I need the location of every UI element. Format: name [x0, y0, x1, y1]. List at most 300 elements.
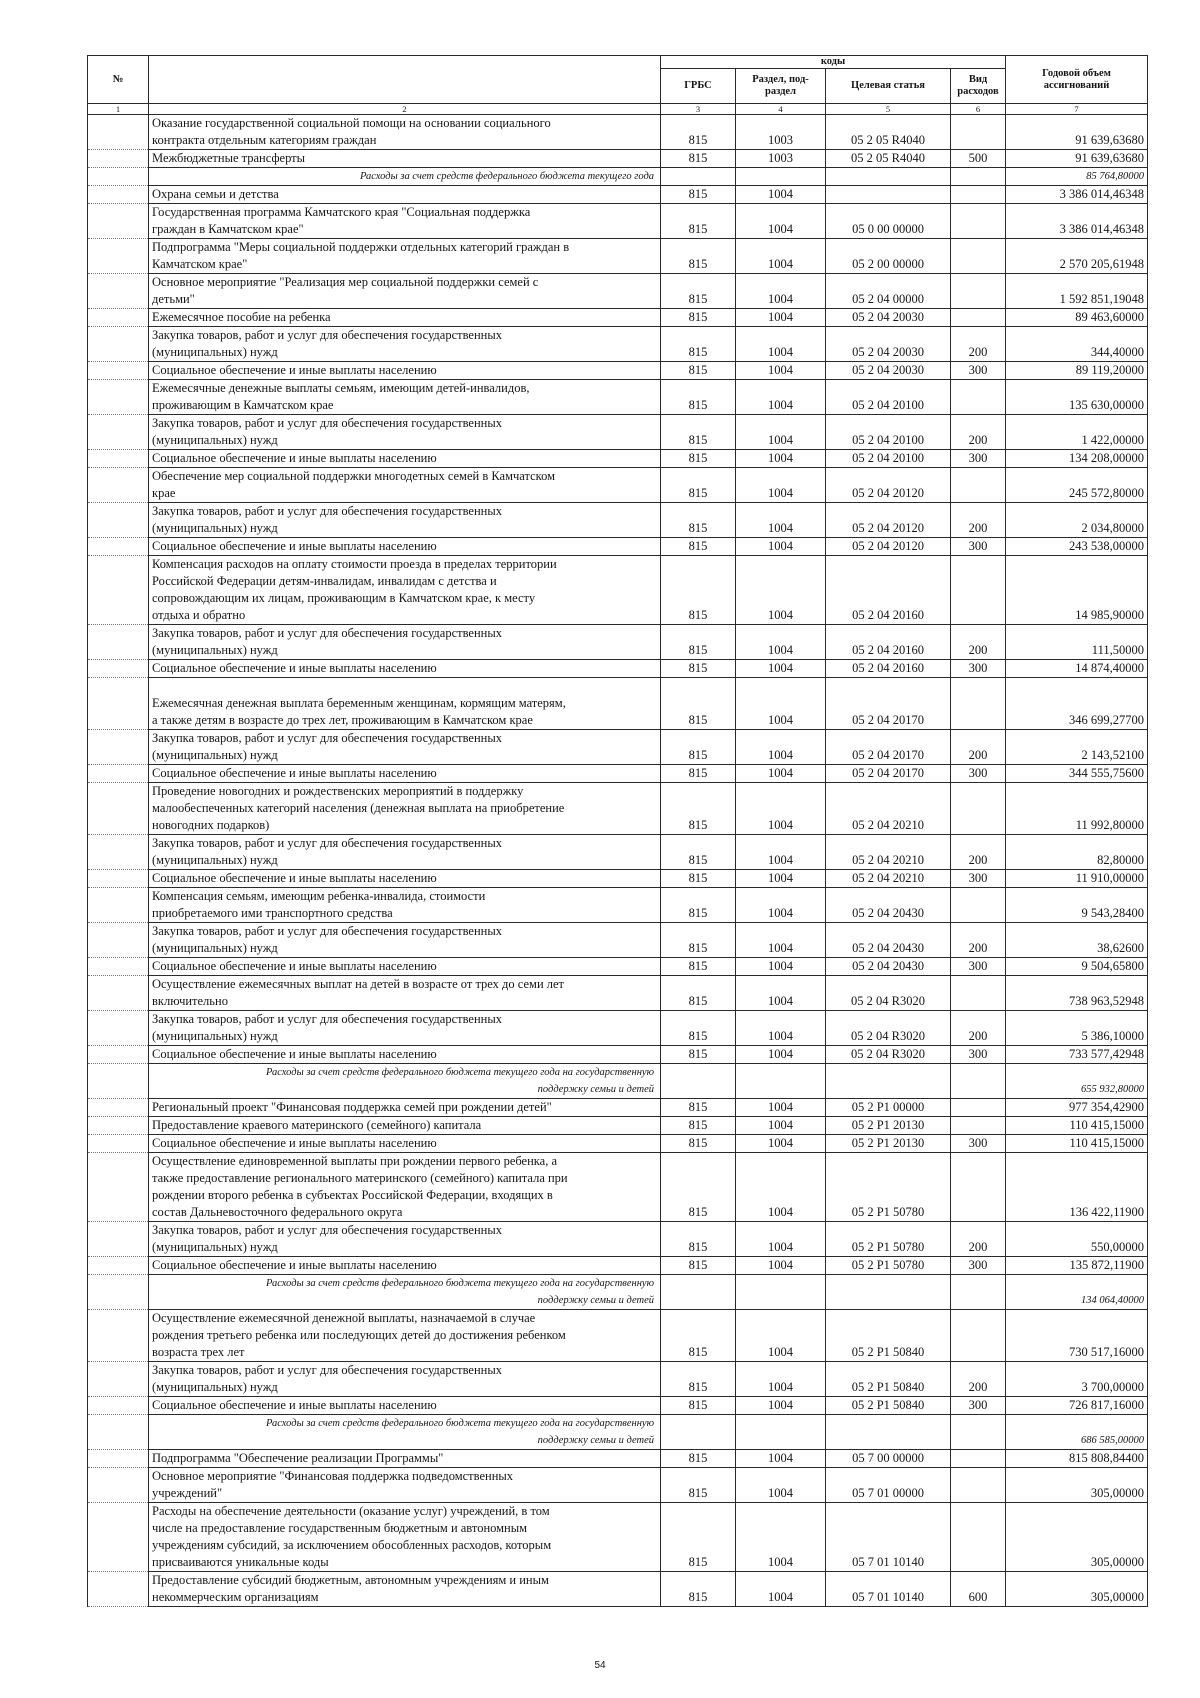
row-amount: 738 963,52948	[1006, 976, 1148, 1011]
row-number-cell	[88, 625, 149, 660]
row-grbs: 815	[661, 239, 736, 274]
row-amount: 5 386,10000	[1006, 1011, 1148, 1046]
table-row	[88, 538, 1148, 556]
row-expense-type: 200	[951, 327, 1006, 362]
row-section: 1004	[736, 1257, 826, 1275]
row-expense-type: 200	[951, 835, 1006, 870]
row-amount: 3 700,00000	[1006, 1362, 1148, 1397]
row-expense-type: 300	[951, 660, 1006, 678]
row-description: Расходы за счет средств федерального бюджета текущего года на государственную поддержку семьи и детей	[149, 1275, 661, 1310]
row-description: Социальное обеспечение и иные выплаты населению	[149, 1135, 661, 1153]
row-number-cell	[88, 1450, 149, 1468]
table-row	[88, 362, 1148, 380]
table-row	[88, 1257, 1148, 1275]
row-description: Закупка товаров, работ и услуг для обеспечения государственных (муниципальных) нужд	[149, 1011, 661, 1046]
row-amount: 2 034,80000	[1006, 503, 1148, 538]
row-description: Социальное обеспечение и иные выплаты населению	[149, 362, 661, 380]
row-section: 1003	[736, 150, 826, 168]
table-row	[88, 327, 1148, 362]
row-grbs: 815	[661, 1397, 736, 1415]
row-amount: 91 639,63680	[1006, 115, 1148, 150]
row-description: Социальное обеспечение и иные выплаты населению	[149, 1257, 661, 1275]
row-amount: 134 208,00000	[1006, 450, 1148, 468]
row-amount: 815 808,84400	[1006, 1450, 1148, 1468]
row-grbs: 815	[661, 1011, 736, 1046]
row-number-cell	[88, 923, 149, 958]
row-description: Социальное обеспечение и иные выплаты населению	[149, 765, 661, 783]
table-row	[88, 150, 1148, 168]
row-target-item: 05 2 P1 00000	[826, 1099, 951, 1117]
row-expense-type: 300	[951, 362, 1006, 380]
row-grbs: 815	[661, 625, 736, 660]
row-amount: 655 932,80000	[1006, 1064, 1148, 1099]
row-amount: 243 538,00000	[1006, 538, 1148, 556]
row-target-item: 05 7 01 10140	[826, 1503, 951, 1572]
row-description: Ежемесячные денежные выплаты семьям, имеющим детей-инвалидов, проживающим в Камчатском крае	[149, 380, 661, 415]
row-amount: 14 985,90000	[1006, 556, 1148, 625]
row-description: Социальное обеспечение и иные выплаты населению	[149, 660, 661, 678]
row-description: Основное мероприятие "Реализация мер социальной поддержки семей с детьми"	[149, 274, 661, 309]
row-section	[736, 1415, 826, 1450]
table-row	[88, 1222, 1148, 1257]
row-description: Подпрограмма "Обеспечение реализации Программы"	[149, 1450, 661, 1468]
row-amount: 9 504,65800	[1006, 958, 1148, 976]
row-expense-type	[951, 976, 1006, 1011]
row-section	[736, 168, 826, 186]
row-expense-type: 200	[951, 415, 1006, 450]
column-number: 1	[88, 104, 149, 115]
row-grbs: 815	[661, 1362, 736, 1397]
row-number-cell	[88, 660, 149, 678]
row-amount: 89 463,60000	[1006, 309, 1148, 327]
row-grbs	[661, 1064, 736, 1099]
table-row	[88, 380, 1148, 415]
table-row	[88, 274, 1148, 309]
row-number-cell	[88, 204, 149, 239]
row-grbs: 815	[661, 503, 736, 538]
row-section: 1003	[736, 115, 826, 150]
row-grbs: 815	[661, 327, 736, 362]
row-section: 1004	[736, 1222, 826, 1257]
row-amount: 89 119,20000	[1006, 362, 1148, 380]
row-target-item: 05 2 04 20030	[826, 309, 951, 327]
row-expense-type: 200	[951, 1222, 1006, 1257]
row-section: 1004	[736, 538, 826, 556]
row-target-item: 05 2 P1 50840	[826, 1397, 951, 1415]
row-description: Закупка товаров, работ и услуг для обеспечения государственных (муниципальных) нужд	[149, 923, 661, 958]
federal-funds-row	[88, 1415, 1148, 1450]
row-description: Расходы за счет средств федерального бюджета текущего года	[149, 168, 661, 186]
row-number-cell	[88, 415, 149, 450]
row-expense-type	[951, 468, 1006, 503]
row-expense-type: 500	[951, 150, 1006, 168]
row-grbs: 815	[661, 556, 736, 625]
row-amount: 1 422,00000	[1006, 415, 1148, 450]
row-section: 1004	[736, 1397, 826, 1415]
row-target-item: 05 2 04 R3020	[826, 976, 951, 1011]
row-number-cell	[88, 1362, 149, 1397]
row-description: Осуществление ежемесячной денежной выплаты, назначаемой в случае рождения третьего ребенка или последующих детей до достижения ребенком возраста трех лет	[149, 1310, 661, 1362]
table-row	[88, 1572, 1148, 1607]
row-number-cell	[88, 1468, 149, 1503]
column-numbers-row	[88, 104, 1148, 115]
row-amount: 11 992,80000	[1006, 783, 1148, 835]
table-row	[88, 1117, 1148, 1135]
header-target-item: Целевая статья	[826, 69, 951, 104]
row-number-cell	[88, 1572, 149, 1607]
row-description: Социальное обеспечение и иные выплаты населению	[149, 538, 661, 556]
row-expense-type	[951, 204, 1006, 239]
row-target-item: 05 2 05 R4040	[826, 115, 951, 150]
row-description: Закупка товаров, работ и услуг для обеспечения государственных (муниципальных) нужд	[149, 1222, 661, 1257]
table-row	[88, 976, 1148, 1011]
row-number-cell	[88, 958, 149, 976]
row-expense-type: 200	[951, 730, 1006, 765]
row-grbs: 815	[661, 660, 736, 678]
row-number-cell	[88, 730, 149, 765]
row-grbs: 815	[661, 186, 736, 204]
row-amount: 305,00000	[1006, 1468, 1148, 1503]
row-expense-type: 200	[951, 923, 1006, 958]
row-target-item: 05 2 04 R3020	[826, 1011, 951, 1046]
row-number-cell	[88, 1099, 149, 1117]
row-section: 1004	[736, 730, 826, 765]
table-row	[88, 660, 1148, 678]
table-row	[88, 1099, 1148, 1117]
header-number: №	[88, 56, 149, 104]
row-section: 1004	[736, 1572, 826, 1607]
row-grbs: 815	[661, 888, 736, 923]
row-grbs: 815	[661, 1153, 736, 1222]
row-target-item: 05 2 04 00000	[826, 274, 951, 309]
row-grbs	[661, 168, 736, 186]
table-row	[88, 1450, 1148, 1468]
table-row	[88, 415, 1148, 450]
row-grbs: 815	[661, 380, 736, 415]
row-target-item: 05 2 04 20430	[826, 923, 951, 958]
row-number-cell	[88, 1153, 149, 1222]
table-row	[88, 556, 1148, 625]
row-section	[736, 1064, 826, 1099]
row-expense-type	[951, 1468, 1006, 1503]
row-expense-type	[951, 1064, 1006, 1099]
row-grbs: 815	[661, 538, 736, 556]
row-amount: 686 585,00000	[1006, 1415, 1148, 1450]
table-row	[88, 958, 1148, 976]
row-expense-type	[951, 168, 1006, 186]
row-description: Расходы за счет средств федерального бюджета текущего года на государственную поддержку семьи и детей	[149, 1415, 661, 1450]
row-number-cell	[88, 556, 149, 625]
row-amount: 245 572,80000	[1006, 468, 1148, 503]
row-number-cell	[88, 1310, 149, 1362]
row-section: 1004	[736, 1503, 826, 1572]
row-target-item: 05 2 04 20210	[826, 835, 951, 870]
row-amount: 9 543,28400	[1006, 888, 1148, 923]
row-target-item: 05 2 04 20170	[826, 730, 951, 765]
row-expense-type	[951, 1153, 1006, 1222]
federal-funds-row	[88, 1275, 1148, 1310]
row-number-cell	[88, 168, 149, 186]
row-section: 1004	[736, 765, 826, 783]
row-description: Закупка товаров, работ и услуг для обеспечения государственных (муниципальных) нужд	[149, 327, 661, 362]
row-expense-type	[951, 309, 1006, 327]
federal-funds-row	[88, 168, 1148, 186]
row-section: 1004	[736, 1468, 826, 1503]
row-description: Охрана семьи и детства	[149, 186, 661, 204]
table-row	[88, 1046, 1148, 1064]
column-number: 6	[951, 104, 1006, 115]
header-grbs: ГРБС	[661, 69, 736, 104]
row-grbs: 815	[661, 274, 736, 309]
row-grbs: 815	[661, 150, 736, 168]
row-expense-type	[951, 888, 1006, 923]
row-amount: 82,80000	[1006, 835, 1148, 870]
row-amount: 3 386 014,46348	[1006, 204, 1148, 239]
row-amount: 305,00000	[1006, 1503, 1148, 1572]
row-grbs: 815	[661, 468, 736, 503]
row-amount: 2 143,52100	[1006, 730, 1148, 765]
table-row	[88, 1397, 1148, 1415]
row-target-item: 05 2 04 20160	[826, 556, 951, 625]
table-row	[88, 1135, 1148, 1153]
row-expense-type	[951, 274, 1006, 309]
row-number-cell	[88, 380, 149, 415]
row-grbs	[661, 1275, 736, 1310]
row-number-cell	[88, 1011, 149, 1046]
row-expense-type: 300	[951, 538, 1006, 556]
row-number-cell	[88, 274, 149, 309]
table-row	[88, 835, 1148, 870]
row-expense-type	[951, 1117, 1006, 1135]
row-section: 1004	[736, 1362, 826, 1397]
row-grbs: 815	[661, 1310, 736, 1362]
row-number-cell	[88, 538, 149, 556]
row-target-item: 05 2 04 20430	[826, 888, 951, 923]
table-row	[88, 1153, 1148, 1222]
page-number: 54	[594, 1660, 606, 1671]
row-grbs: 815	[661, 450, 736, 468]
row-section: 1004	[736, 309, 826, 327]
row-target-item: 05 2 04 20210	[826, 783, 951, 835]
row-target-item: 05 2 04 20160	[826, 660, 951, 678]
table-row	[88, 1468, 1148, 1503]
row-target-item: 05 2 P1 50780	[826, 1222, 951, 1257]
row-expense-type: 600	[951, 1572, 1006, 1607]
table-row	[88, 1503, 1148, 1572]
row-grbs: 815	[661, 415, 736, 450]
row-description: Межбюджетные трансферты	[149, 150, 661, 168]
row-target-item: 05 2 04 20430	[826, 958, 951, 976]
header-section: Раздел, под- раздел	[736, 69, 826, 104]
row-amount: 14 874,40000	[1006, 660, 1148, 678]
row-description: Закупка товаров, работ и услуг для обеспечения государственных (муниципальных) нужд	[149, 730, 661, 765]
row-amount: 38,62600	[1006, 923, 1148, 958]
row-target-item: 05 2 P1 20130	[826, 1135, 951, 1153]
table-row	[88, 239, 1148, 274]
row-amount: 550,00000	[1006, 1222, 1148, 1257]
row-grbs: 815	[661, 1572, 736, 1607]
row-number-cell	[88, 976, 149, 1011]
table-row	[88, 1011, 1148, 1046]
row-section: 1004	[736, 1450, 826, 1468]
row-amount: 136 422,11900	[1006, 1153, 1148, 1222]
row-expense-type: 300	[951, 765, 1006, 783]
row-number-cell	[88, 835, 149, 870]
row-description: Ежемесячная денежная выплата беременным женщинам, кормящим матерям, а также детям в возрасте до трех лет, проживающим в Камчатском крае	[149, 678, 661, 730]
row-number-cell	[88, 468, 149, 503]
table-row	[88, 888, 1148, 923]
row-section: 1004	[736, 468, 826, 503]
row-description: Проведение новогодних и рождественских мероприятий в поддержку малообеспеченных категорий населения (денежная выплата на приобретение новогодних подарков)	[149, 783, 661, 835]
row-number-cell	[88, 115, 149, 150]
row-target-item: 05 2 P1 20130	[826, 1117, 951, 1135]
row-target-item: 05 2 04 20100	[826, 380, 951, 415]
column-number: 3	[661, 104, 736, 115]
row-expense-type	[951, 380, 1006, 415]
row-number-cell	[88, 1415, 149, 1450]
column-number: 4	[736, 104, 826, 115]
row-target-item: 05 2 04 20100	[826, 450, 951, 468]
row-number-cell	[88, 888, 149, 923]
row-section: 1004	[736, 923, 826, 958]
table-row	[88, 115, 1148, 150]
row-amount: 344 555,75600	[1006, 765, 1148, 783]
row-target-item: 05 2 04 20170	[826, 765, 951, 783]
row-number-cell	[88, 870, 149, 888]
row-target-item	[826, 1415, 951, 1450]
table-row	[88, 204, 1148, 239]
row-number-cell	[88, 239, 149, 274]
row-description: Ежемесячное пособие на ребенка	[149, 309, 661, 327]
row-expense-type	[951, 556, 1006, 625]
row-section: 1004	[736, 1011, 826, 1046]
row-amount: 134 064,40000	[1006, 1275, 1148, 1310]
row-description: Расходы на обеспечение деятельности (оказание услуг) учреждений, в том числе на предоставление государственным бюджетным и автономным учреждениям субсидий, за исключением обособленных расходов, которым присваиваются уникальные коды	[149, 1503, 661, 1572]
row-amount: 733 577,42948	[1006, 1046, 1148, 1064]
row-description: Обеспечение мер социальной поддержки многодетных семей в Камчатском крае	[149, 468, 661, 503]
table-row	[88, 625, 1148, 660]
row-section: 1004	[736, 958, 826, 976]
row-target-item: 05 2 04 R3020	[826, 1046, 951, 1064]
row-target-item: 05 2 04 20120	[826, 538, 951, 556]
row-section: 1004	[736, 204, 826, 239]
row-expense-type: 200	[951, 1362, 1006, 1397]
row-number-cell	[88, 327, 149, 362]
row-grbs	[661, 1415, 736, 1450]
header-codes: коды	[661, 56, 1006, 69]
table-row	[88, 730, 1148, 765]
table-row	[88, 309, 1148, 327]
table-row	[88, 468, 1148, 503]
row-description: Государственная программа Камчатского края "Социальная поддержка граждан в Камчатском крае"	[149, 204, 661, 239]
row-target-item: 05 7 00 00000	[826, 1450, 951, 1468]
row-target-item: 05 2 P1 50780	[826, 1257, 951, 1275]
row-number-cell	[88, 450, 149, 468]
row-target-item: 05 2 P1 50840	[826, 1362, 951, 1397]
row-description: Подпрограмма "Меры социальной поддержки отдельных категорий граждан в Камчатском крае"	[149, 239, 661, 274]
table-row	[88, 450, 1148, 468]
table-header	[88, 56, 1148, 115]
row-expense-type	[951, 1415, 1006, 1450]
row-target-item: 05 2 04 20210	[826, 870, 951, 888]
row-expense-type	[951, 1275, 1006, 1310]
row-target-item	[826, 1064, 951, 1099]
row-section: 1004	[736, 362, 826, 380]
row-description: Региональный проект "Финансовая поддержка семей при рождении детей"	[149, 1099, 661, 1117]
table-row	[88, 870, 1148, 888]
row-grbs: 815	[661, 1099, 736, 1117]
row-amount: 1 592 851,19048	[1006, 274, 1148, 309]
row-target-item: 05 2 04 20160	[826, 625, 951, 660]
row-grbs: 815	[661, 783, 736, 835]
row-grbs: 815	[661, 1135, 736, 1153]
row-grbs: 815	[661, 204, 736, 239]
row-grbs: 815	[661, 115, 736, 150]
row-number-cell	[88, 309, 149, 327]
row-amount: 305,00000	[1006, 1572, 1148, 1607]
row-number-cell	[88, 1064, 149, 1099]
table-row	[88, 765, 1148, 783]
row-description: Закупка товаров, работ и услуг для обеспечения государственных (муниципальных) нужд	[149, 503, 661, 538]
row-expense-type	[951, 1503, 1006, 1572]
row-grbs: 815	[661, 923, 736, 958]
row-target-item: 05 7 01 00000	[826, 1468, 951, 1503]
row-amount: 135 872,11900	[1006, 1257, 1148, 1275]
row-section: 1004	[736, 1046, 826, 1064]
row-grbs: 815	[661, 765, 736, 783]
table-row	[88, 1362, 1148, 1397]
row-grbs: 815	[661, 1046, 736, 1064]
row-target-item	[826, 168, 951, 186]
row-section: 1004	[736, 625, 826, 660]
table-row	[88, 783, 1148, 835]
row-number-cell	[88, 1135, 149, 1153]
row-description: Социальное обеспечение и иные выплаты населению	[149, 870, 661, 888]
row-expense-type: 300	[951, 870, 1006, 888]
row-section: 1004	[736, 186, 826, 204]
row-target-item: 05 2 04 20100	[826, 415, 951, 450]
row-amount: 2 570 205,61948	[1006, 239, 1148, 274]
row-section: 1004	[736, 1117, 826, 1135]
row-expense-type	[951, 678, 1006, 730]
row-target-item: 05 2 04 20120	[826, 503, 951, 538]
row-target-item: 05 2 00 00000	[826, 239, 951, 274]
row-description: Осуществление ежемесячных выплат на детей в возрасте от трех до семи лет включительно	[149, 976, 661, 1011]
row-section: 1004	[736, 660, 826, 678]
column-number: 5	[826, 104, 951, 115]
row-expense-type	[951, 1310, 1006, 1362]
row-expense-type: 200	[951, 1011, 1006, 1046]
row-target-item: 05 2 P1 50840	[826, 1310, 951, 1362]
row-expense-type	[951, 239, 1006, 274]
row-section: 1004	[736, 239, 826, 274]
row-grbs: 815	[661, 362, 736, 380]
row-expense-type: 300	[951, 450, 1006, 468]
row-amount: 11 910,00000	[1006, 870, 1148, 888]
row-section: 1004	[736, 503, 826, 538]
row-number-cell	[88, 150, 149, 168]
table-row	[88, 1310, 1148, 1362]
table-row	[88, 186, 1148, 204]
row-target-item	[826, 1275, 951, 1310]
row-grbs: 815	[661, 870, 736, 888]
row-target-item: 05 2 05 R4040	[826, 150, 951, 168]
row-grbs: 815	[661, 1468, 736, 1503]
row-grbs: 815	[661, 1257, 736, 1275]
header-row	[88, 56, 1148, 69]
row-number-cell	[88, 362, 149, 380]
row-target-item: 05 0 00 00000	[826, 204, 951, 239]
